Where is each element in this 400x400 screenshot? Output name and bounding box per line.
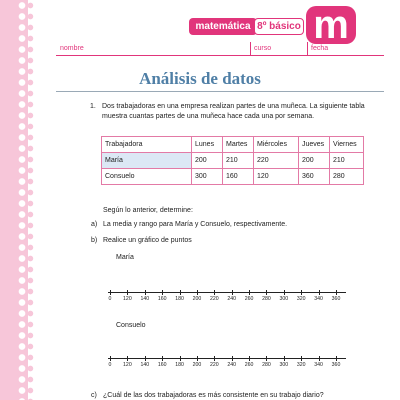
number-line-maria bbox=[108, 292, 346, 293]
table-cell: 200 bbox=[299, 153, 330, 169]
field-divider bbox=[307, 42, 308, 56]
table-cell: 200 bbox=[192, 153, 223, 169]
axis-tick-label: 120 bbox=[123, 296, 132, 302]
axis-tick-label: 260 bbox=[244, 296, 254, 302]
table-row bbox=[102, 169, 364, 185]
page-title: Análisis de datos bbox=[139, 69, 261, 88]
table-header-cell: Trabajadora bbox=[102, 137, 192, 153]
axis-tick-label: 240 bbox=[227, 362, 237, 368]
axis-tick-label: 300 bbox=[279, 362, 289, 368]
axis-tick bbox=[301, 356, 302, 361]
axis-tick bbox=[145, 290, 146, 295]
axis-tick bbox=[284, 356, 285, 361]
field-divider bbox=[250, 42, 251, 56]
axis-tick bbox=[127, 356, 128, 361]
data-table bbox=[101, 136, 364, 185]
table-header-cell: Jueves bbox=[299, 137, 330, 153]
binding-dots bbox=[28, 0, 36, 400]
axis-tick-label: 0 bbox=[108, 362, 112, 368]
axis-tick bbox=[284, 290, 285, 295]
table-header-cell: Viernes bbox=[330, 137, 364, 153]
table-header-cell: Miércoles bbox=[254, 137, 299, 153]
axis-tick-label: 260 bbox=[244, 362, 254, 368]
axis-tick-label: 200 bbox=[192, 296, 202, 302]
axis-tick-label: 340 bbox=[314, 362, 323, 368]
instructions-text: Según lo anterior, determine: bbox=[103, 207, 193, 214]
header-field-line bbox=[56, 55, 384, 56]
axis-tick-label: 160 bbox=[157, 362, 167, 368]
axis-tick-label: 140 bbox=[140, 362, 150, 368]
axis-tick bbox=[145, 356, 146, 361]
axis-tick bbox=[336, 290, 337, 295]
course-field-label: curso bbox=[254, 45, 272, 52]
axis-tick bbox=[162, 356, 163, 361]
part-a-letter: a) bbox=[91, 221, 98, 228]
axis-tick-label: 240 bbox=[227, 296, 237, 302]
spiral-binding bbox=[0, 0, 28, 400]
axis-tick-label: 220 bbox=[209, 296, 219, 302]
axis-tick-label: 220 bbox=[209, 362, 219, 368]
title-divider bbox=[56, 91, 384, 92]
axis-tick-label: 120 bbox=[123, 362, 132, 368]
axis-tick bbox=[249, 356, 250, 361]
part-a-text: La media y rango para María y Consuelo, respectivamente. bbox=[103, 221, 288, 228]
axis-tick-label: 180 bbox=[175, 296, 184, 302]
axis-tick-label: 160 bbox=[157, 296, 167, 302]
axis-tick-label: 180 bbox=[175, 362, 184, 368]
axis-tick-label: 340 bbox=[314, 296, 323, 302]
axis-tick-label: 280 bbox=[262, 296, 271, 302]
axis-tick bbox=[162, 290, 163, 295]
axis-tick-label: 140 bbox=[140, 296, 150, 302]
table-header-row bbox=[102, 137, 364, 153]
table-cell: 210 bbox=[223, 153, 254, 169]
axis-tick-label: 280 bbox=[262, 362, 271, 368]
table-cell: 120 bbox=[254, 169, 299, 185]
axis-tick bbox=[197, 356, 198, 361]
axis-tick-label: 320 bbox=[296, 296, 306, 302]
table-cell: 210 bbox=[330, 153, 364, 169]
axis-tick-label: 200 bbox=[192, 362, 202, 368]
axis-tick bbox=[127, 290, 128, 295]
table-cell: María bbox=[102, 153, 192, 169]
axis-tick bbox=[197, 290, 198, 295]
axis-tick bbox=[232, 290, 233, 295]
axis-tick-label: 360 bbox=[331, 296, 341, 302]
axis-tick-label: 0 bbox=[108, 296, 112, 302]
table-row bbox=[102, 153, 364, 169]
number-line-consuelo bbox=[108, 358, 346, 359]
axis-tick-label: 300 bbox=[279, 296, 289, 302]
table-header-cell: Lunes bbox=[192, 137, 223, 153]
axis-tick bbox=[266, 290, 267, 295]
axis-tick bbox=[336, 356, 337, 361]
part-c-letter: c) bbox=[91, 392, 97, 399]
axis-tick bbox=[301, 290, 302, 295]
table-header-cell: Martes bbox=[223, 137, 254, 153]
axis-tick bbox=[180, 290, 181, 295]
axis-tick bbox=[319, 290, 320, 295]
binding-holes bbox=[16, 0, 28, 400]
part-c-text: ¿Cuál de las dos trabajadoras es más consistente en su trabajo diario? bbox=[103, 392, 324, 399]
plot-label-consuelo: Consuelo bbox=[116, 322, 146, 329]
axis-tick bbox=[214, 290, 215, 295]
name-field-label: nombre bbox=[60, 45, 84, 52]
table-cell: Consuelo bbox=[102, 169, 192, 185]
axis-tick bbox=[180, 356, 181, 361]
part-b-text: Realice un gráfico de puntos bbox=[103, 237, 192, 244]
grade-badge: 8º básico bbox=[254, 18, 304, 35]
axis-tick bbox=[249, 290, 250, 295]
axis-tick bbox=[319, 356, 320, 361]
axis-tick-label: 360 bbox=[331, 362, 341, 368]
subject-badge: matemática bbox=[189, 18, 257, 35]
axis-tick-label: 320 bbox=[296, 362, 306, 368]
axis-tick bbox=[232, 356, 233, 361]
part-b-letter: b) bbox=[91, 237, 98, 244]
table-cell: 300 bbox=[192, 169, 223, 185]
question-text: Dos trabajadoras en una empresa realizan partes de una muñeca. La siguiente tabla muestra cuantas partes de una muñeca hace cada una por semana. bbox=[102, 103, 365, 120]
table-cell: 360 bbox=[299, 169, 330, 185]
table-cell: 160 bbox=[223, 169, 254, 185]
plot-label-maria: María bbox=[116, 254, 134, 261]
axis-tick bbox=[110, 356, 111, 361]
axis-tick bbox=[214, 356, 215, 361]
table-cell: 220 bbox=[254, 153, 299, 169]
table-cell: 280 bbox=[330, 169, 364, 185]
brand-logo: m bbox=[306, 6, 356, 44]
axis-tick bbox=[266, 356, 267, 361]
date-field-label: fecha bbox=[311, 45, 329, 52]
axis-tick bbox=[110, 290, 111, 295]
question-number: 1. bbox=[90, 103, 96, 110]
